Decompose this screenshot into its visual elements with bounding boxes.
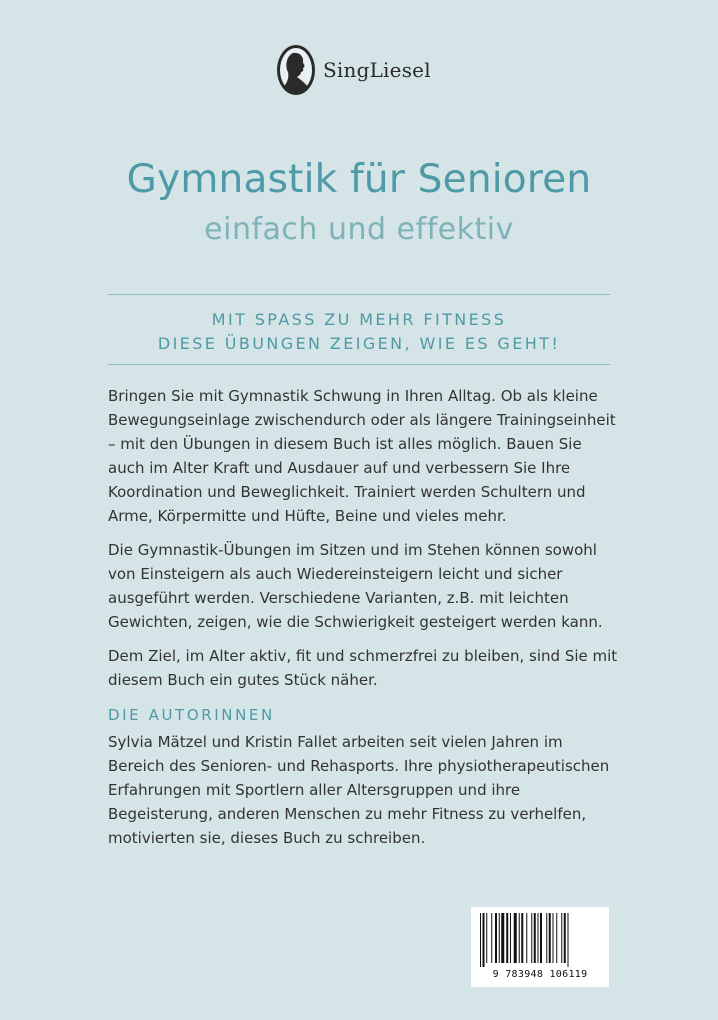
tagline-line-1: MIT SPASS ZU MEHR FITNESS: [211, 310, 507, 329]
barcode-bar: [506, 913, 508, 963]
barcode-bar: [501, 913, 504, 963]
barcode-bar: [531, 913, 532, 963]
barcode-bar: [486, 913, 487, 963]
barcode: [471, 907, 609, 987]
barcode-bar: [499, 913, 500, 963]
barcode-bar: [538, 913, 539, 963]
divider-bottom: [108, 364, 610, 365]
barcode-bar: [540, 913, 542, 963]
barcode-bar: [491, 913, 492, 963]
barcode-bar: [483, 913, 485, 967]
book-subtitle: einfach und effektiv: [204, 212, 514, 247]
barcode-bar: [495, 913, 497, 963]
authors-heading: DIE AUTORINNEN: [108, 706, 275, 724]
barcode-bar: [480, 913, 481, 967]
description-paragraph: Dem Ziel, im Alter aktiv, fit und schmerzfrei zu bleiben, sind Sie mit diesem Buch ein gutes Stück näher.: [108, 647, 618, 689]
description-paragraph: Bringen Sie mit Gymnastik Schwung in Ihren Alltag. Ob als kleine Bewegungseinlage zwischendurch oder als längere Trainingseinheit – mit den Übungen in diesem Buch ist alles möglich. Bauen Sie auch im Alter Kraft und Ausdauer auf und verbessern Sie Ihre Koordination und Beweglichkeit. Trainiert werden Schultern und Arme, Körpermitte und Hüfte, Beine und vieles mehr.: [108, 387, 616, 525]
barcode-bar: [510, 913, 511, 963]
barcode-bar: [564, 913, 566, 963]
barcode-bar: [553, 913, 554, 963]
barcode-bar: [561, 913, 562, 963]
publisher-name: SingLiesel: [323, 58, 431, 82]
description: [108, 384, 620, 702]
barcode-bars: [479, 913, 601, 967]
authors-text: Sylvia Mätzel und Kristin Fallet arbeiten seit vielen Jahren im Bereich des Senioren- und Rehasports. Ihre physiotherapeutischen Erfahrungen mit Sportlern aller Altersgruppen und ihre Begeisterung, anderen Menschen zu mehr Fitness zu verhelfen, motivierten sie, dieses Buch zu schreiben.: [108, 733, 610, 847]
divider-top: [108, 294, 610, 295]
barcode-bar: [549, 913, 551, 963]
book-title: Gymnastik für Senioren: [126, 157, 592, 202]
barcode-bar: [526, 913, 527, 963]
description-paragraph: Die Gymnastik-Übungen im Sitzen und im Stehen können sowohl von Einsteigern als auch Wiedereinsteigern leicht und sicher ausgeführt werden. Verschiedene Varianten, z.B. mit leichten Gewichten, zeigen, wie die Schwierigkeit gesteigert werden kann.: [108, 541, 603, 631]
silhouette-icon: [277, 45, 315, 95]
barcode-bar: [514, 913, 517, 963]
barcode-bar: [546, 913, 547, 963]
publisher-logo: [277, 44, 431, 96]
barcode-bar: [556, 913, 557, 963]
barcode-bar: [521, 913, 523, 963]
barcode-bar: [568, 913, 569, 967]
barcode-bar: [519, 913, 520, 963]
barcode-bar: [534, 913, 536, 963]
isbn-number: 9 783948 106119: [492, 969, 588, 980]
tagline-line-2: DIESE ÜBUNGEN ZEIGEN, WIE ES GEHT!: [157, 334, 561, 353]
